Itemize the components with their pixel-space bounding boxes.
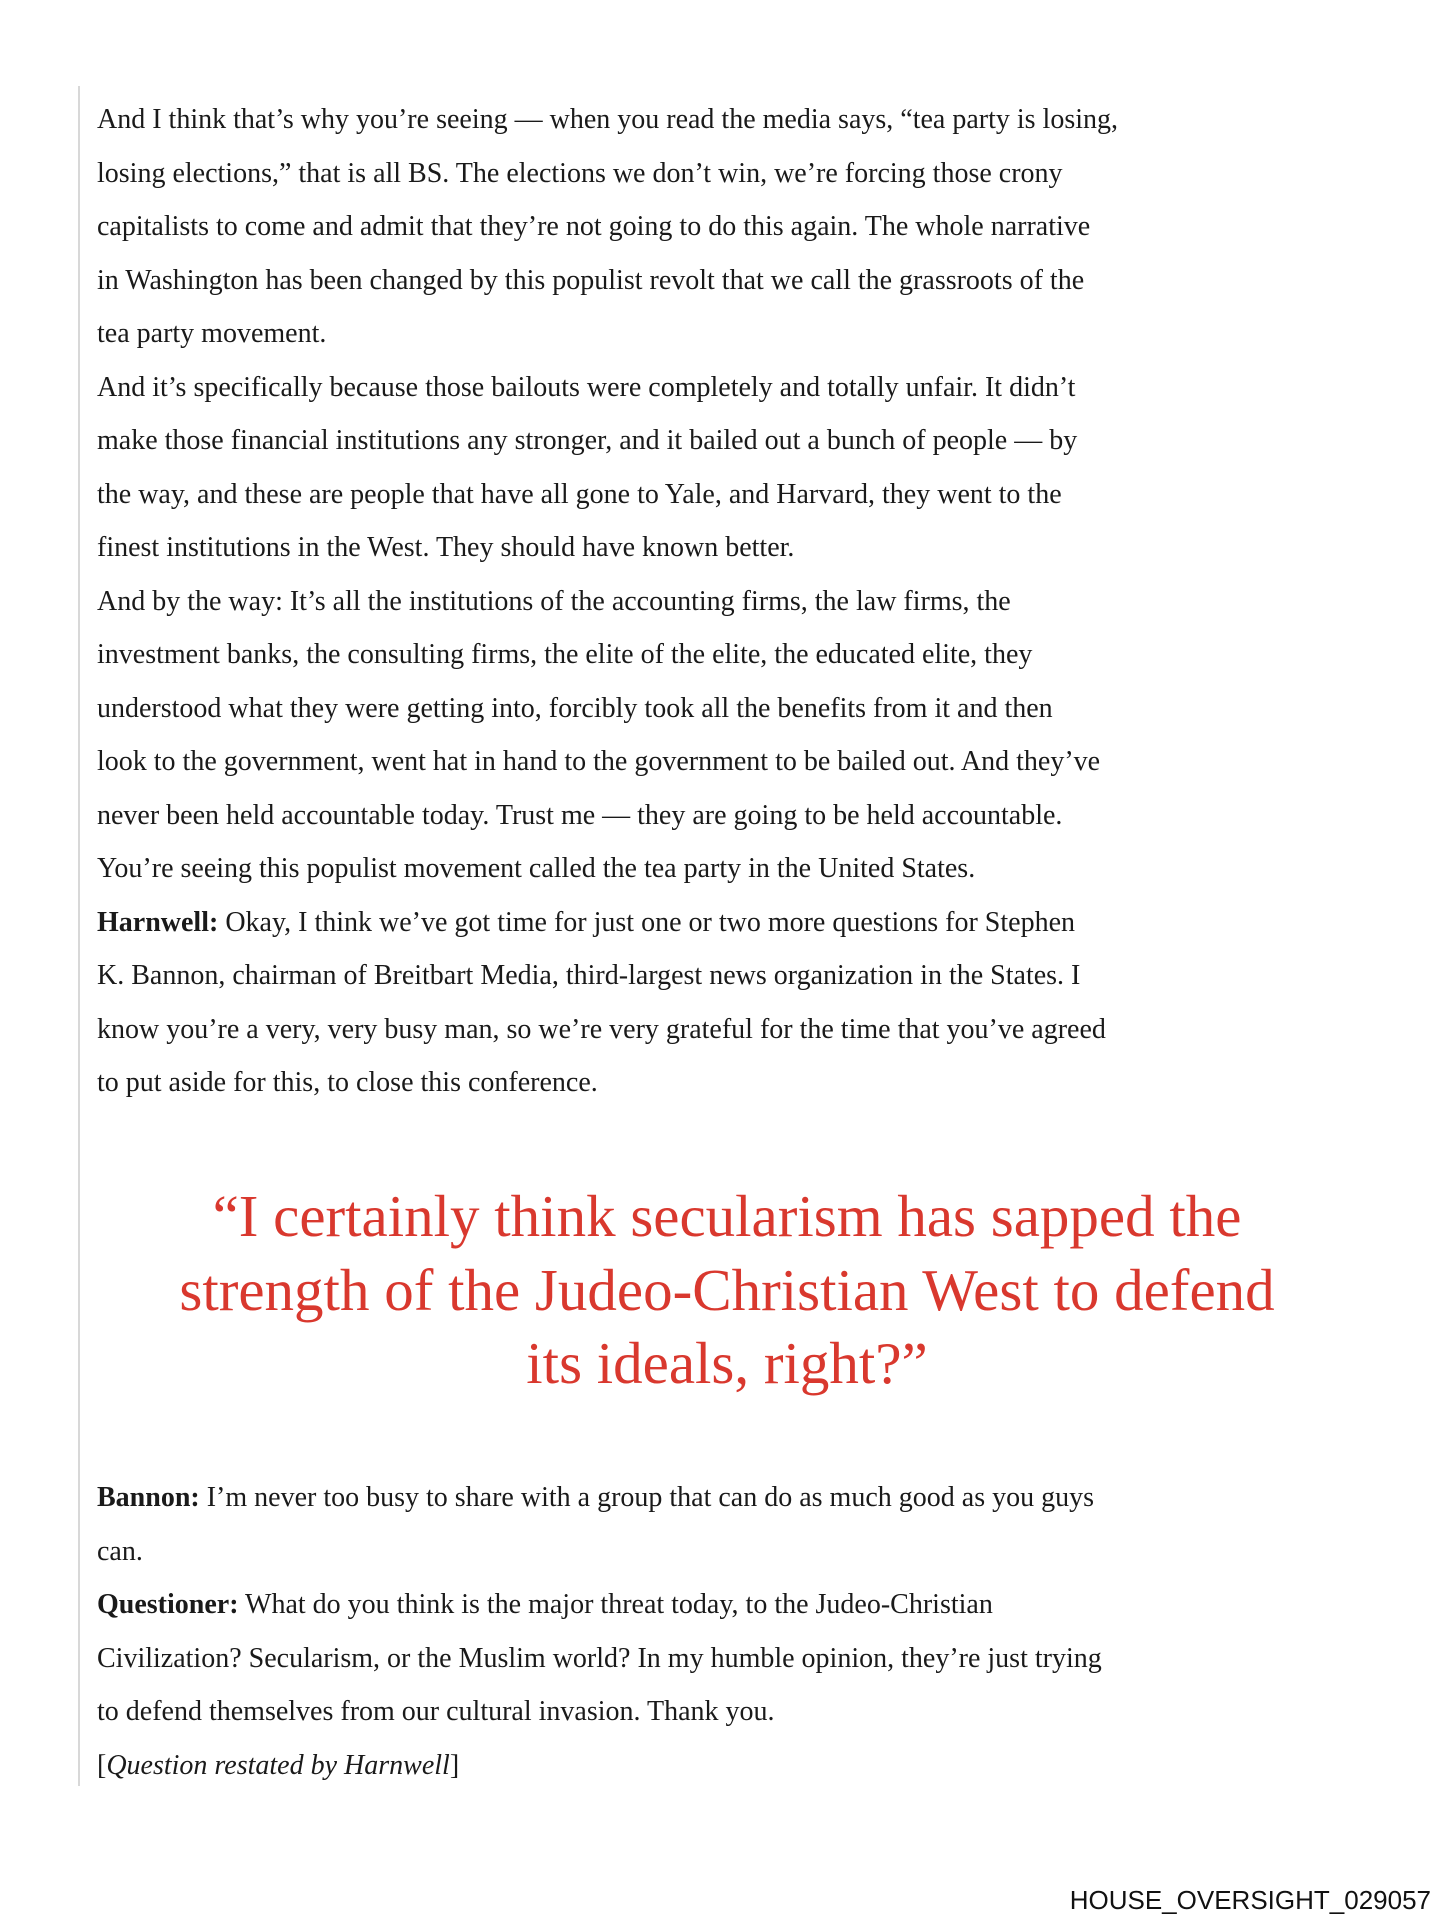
stage-note-text: Question restated by Harnwell	[106, 1749, 450, 1781]
text-line: know you’re a very, very busy man, so we’re very grateful for the time that you’ve agreed	[97, 1013, 1106, 1045]
text-line: And by the way: It’s all the institutions of the accounting firms, the law firms, the	[97, 585, 1011, 617]
text-line: understood what they were getting into, forcibly took all the benefits from it and then	[97, 692, 1053, 724]
text-line: You’re seeing this populist movement called the tea party in the United States.	[97, 853, 976, 884]
text-line: can.	[97, 1535, 143, 1567]
quote-line: “I certainly think secularism has sapped the	[212, 1183, 1242, 1249]
text-line: capitalists to come and admit that they’re not going to do this again. The whole narrative	[97, 211, 1091, 242]
speaker-label: Bannon:	[97, 1482, 200, 1513]
paragraph-bannon	[97, 1471, 1377, 1578]
stage-note	[97, 1739, 1377, 1793]
bates-number: HOUSE_OVERSIGHT_029057	[1069, 1885, 1431, 1915]
text-line: And it’s specifically because those bailouts were completely and totally unfair. It didn’t	[97, 371, 1076, 403]
text-run: Okay, I think we’ve got time for just one or two more questions for Stephen	[218, 906, 1075, 938]
text-line: K. Bannon, chairman of Breitbart Media, third-largest news organization in the States. I	[97, 960, 1081, 991]
text-line	[97, 1471, 1377, 1525]
transcript-bottom	[97, 1471, 1377, 1792]
text-line: look to the government, went hat in hand to the government to be bailed out. And they’ve	[97, 746, 1101, 777]
quote-line: its ideals, right?”	[526, 1330, 928, 1396]
text-run: I’m never too busy to share with a group that can do as much good as you guys	[199, 1482, 1094, 1513]
speaker-label: Harnwell:	[97, 906, 219, 938]
text-line: never been held accountable today. Trust me — they are going to be held accountable.	[97, 799, 1063, 831]
pull-quote	[97, 1180, 1357, 1401]
bracket-open: [	[97, 1749, 107, 1781]
text-line: Civilization? Secularism, or the Muslim world? In my humble opinion, they’re just trying	[97, 1642, 1102, 1674]
paragraph-questioner	[97, 1578, 1377, 1739]
paragraph-institutions	[97, 575, 1377, 896]
text-line: to defend themselves from our cultural invasion. Thank you.	[97, 1696, 775, 1727]
text-line: investment banks, the consulting firms, the elite of the elite, the educated elite, they	[97, 639, 1033, 670]
text-line	[97, 1739, 1377, 1793]
paragraph-harnwell	[97, 896, 1377, 1110]
text-run: What do you think is the major threat today, to the Judeo-Christian	[238, 1589, 993, 1620]
paragraph-bailouts	[97, 361, 1377, 575]
margin-rule	[78, 86, 80, 1786]
paragraph-tea-party	[97, 93, 1377, 361]
quote-line: strength of the Judeo-Christian West to defend	[179, 1256, 1275, 1323]
text-line	[97, 1578, 1377, 1632]
text-line: tea party movement.	[97, 318, 327, 349]
text-line: make those financial institutions any stronger, and it bailed out a bunch of people — by	[97, 425, 1078, 456]
transcript-top	[97, 93, 1377, 1110]
text-line: losing elections,” that is all BS. The elections we don’t win, we’re forcing those crony	[97, 157, 1063, 189]
text-line: to put aside for this, to close this conference.	[97, 1067, 598, 1098]
text-line: And I think that’s why you’re seeing — when you read the media says, “tea party is losing,	[97, 104, 1118, 135]
bracket-close: ]	[449, 1749, 460, 1781]
text-line: the way, and these are people that have all gone to Yale, and Harvard, they went to the	[97, 478, 1062, 510]
text-line	[97, 896, 1377, 950]
speaker-label: Questioner:	[97, 1589, 239, 1620]
text-line: in Washington has been changed by this populist revolt that we call the grassroots of the	[97, 264, 1085, 296]
text-line: finest institutions in the West. They should have known better.	[97, 532, 795, 563]
